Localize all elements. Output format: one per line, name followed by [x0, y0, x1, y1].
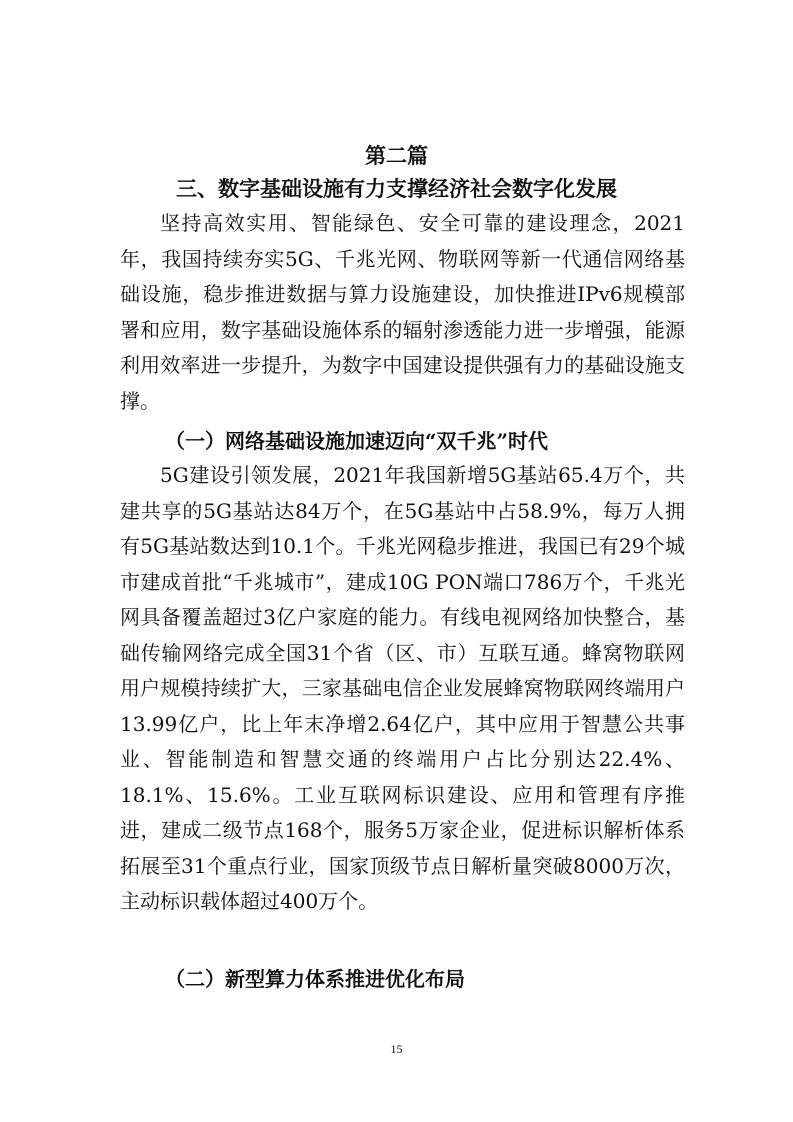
- page-number: 15: [390, 1042, 403, 1056]
- body-paragraph-1: 坚持高效实用、智能绿色、安全可靠的建设理念，2021年，我国持续夯实5G、千兆光网、物联网等新一代通信网络基础设施，稳步推进数据与算力设施建设，加快推进IPv6规模部署和应用，数字基础设施体系的辐射渗透能力进一步增强，能源利用效率进一步提升，为数字中国建设提供强有力的基础设施支撑。: [120, 211, 685, 413]
- body-paragraph-2: 5G建设引领发展，2021年我国新增5G基站65.4万个，共建共享的5G基站达84万个，在5G基站中占58.9%，每万人拥有5G基站数达到10.1个。千兆光网稳步推进，我国已有29个城市建成首批“千兆城市”，建成10G PON端口786万个，千兆光网具备覆盖超过3亿户家庭的能力。有线电视网络加快整合，基础传输网络完成全国31个省（区、市）互联互通。蜂窝物联网用户规模持续扩大，三家基础电信企业发展蜂窝物联网终端用户13.99亿户，比上年末净增2.64亿户，其中应用于智慧公共事业、智能制造和智慧交通的终端用户占比分别达22.4%、18.1%、15.6%。工业互联网标识建设、应用和管理有序推进，建成二级节点168个，服务5万家企业，促进标识解析体系拓展至31个重点行业，国家顶级节点日解析量突破8000万次，主动标识载体超过400万个。: [120, 463, 685, 913]
- subsection-title-2: （二）新型算力体系推进优化布局: [165, 967, 465, 991]
- part-title: 第二篇: [365, 143, 428, 168]
- subsection-title-1: （一）网络基础设施加速迈向“双千兆”时代: [165, 429, 549, 453]
- section-title: 三、数字基础设施有力支撑经济社会数字化发展: [176, 176, 617, 201]
